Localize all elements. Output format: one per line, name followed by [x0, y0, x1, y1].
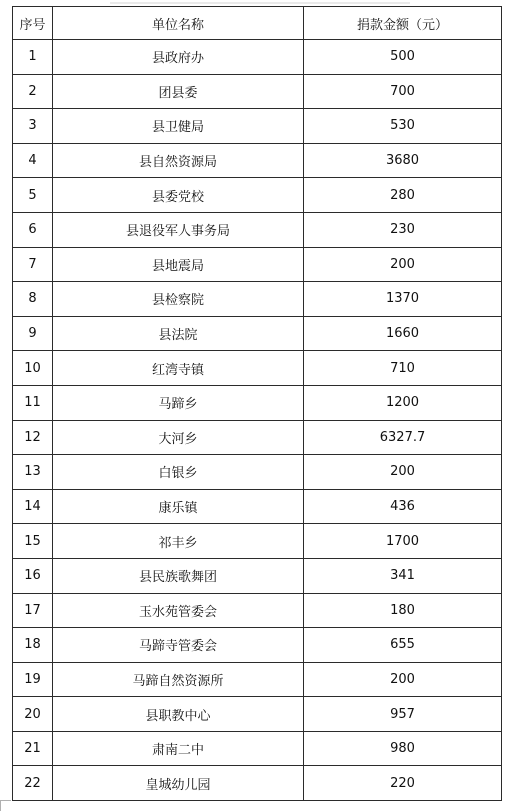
row-number: 4: [13, 143, 53, 178]
unit-name: 县地震局: [53, 247, 304, 282]
unit-name: 县民族歌舞团: [53, 558, 304, 593]
cropped-title-line: [110, 0, 410, 4]
donation-amount: 700: [304, 74, 502, 109]
page-corner-mark: [0, 800, 11, 811]
table-row: [13, 489, 502, 524]
donation-amount: 500: [304, 40, 502, 75]
donation-amount: 1700: [304, 524, 502, 559]
row-number: 11: [13, 385, 53, 420]
table-row: [13, 524, 502, 559]
row-number: 13: [13, 455, 53, 490]
donation-amount: 655: [304, 628, 502, 663]
unit-name: 马蹄乡: [53, 385, 304, 420]
table-row: [13, 212, 502, 247]
table-row: [13, 74, 502, 109]
table-row: [13, 420, 502, 455]
unit-name: 康乐镇: [53, 489, 304, 524]
donation-amount: 341: [304, 558, 502, 593]
table-row: [13, 697, 502, 732]
table-row: [13, 316, 502, 351]
donation-amount: 1660: [304, 316, 502, 351]
unit-name: 大河乡: [53, 420, 304, 455]
header-amount: 捐款金额（元）: [304, 7, 502, 40]
row-number: 7: [13, 247, 53, 282]
header-unit: 单位名称: [53, 7, 304, 40]
unit-name: 县卫健局: [53, 109, 304, 144]
donation-amount: 230: [304, 212, 502, 247]
row-number: 17: [13, 593, 53, 628]
unit-name: 皇城幼儿园: [53, 766, 304, 801]
table-row: [13, 178, 502, 213]
donation-amount: 220: [304, 766, 502, 801]
row-number: 6: [13, 212, 53, 247]
row-number: 22: [13, 766, 53, 801]
table-row: [13, 455, 502, 490]
donation-amount: 280: [304, 178, 502, 213]
unit-name: 县委党校: [53, 178, 304, 213]
row-number: 19: [13, 662, 53, 697]
unit-name: 马蹄寺管委会: [53, 628, 304, 663]
unit-name: 肃南二中: [53, 731, 304, 766]
table-row: [13, 628, 502, 663]
table-body: [13, 40, 502, 801]
donation-amount: 710: [304, 351, 502, 386]
unit-name: 红湾寺镇: [53, 351, 304, 386]
table-row: [13, 40, 502, 75]
table-row: [13, 247, 502, 282]
donation-amount: 957: [304, 697, 502, 732]
unit-name: 玉水苑管委会: [53, 593, 304, 628]
table-header: [13, 7, 502, 40]
row-number: 12: [13, 420, 53, 455]
row-number: 18: [13, 628, 53, 663]
table-row: [13, 385, 502, 420]
table-row: [13, 593, 502, 628]
row-number: 20: [13, 697, 53, 732]
table-row: [13, 282, 502, 317]
donation-table: [12, 6, 502, 801]
row-number: 8: [13, 282, 53, 317]
donation-amount: 200: [304, 662, 502, 697]
donation-amount: 3680: [304, 143, 502, 178]
table-row: [13, 662, 502, 697]
unit-name: 县退役军人事务局: [53, 212, 304, 247]
row-number: 10: [13, 351, 53, 386]
table-row: [13, 558, 502, 593]
unit-name: 白银乡: [53, 455, 304, 490]
donation-amount: 980: [304, 731, 502, 766]
donation-amount: 180: [304, 593, 502, 628]
row-number: 5: [13, 178, 53, 213]
donation-amount: 530: [304, 109, 502, 144]
row-number: 14: [13, 489, 53, 524]
row-number: 2: [13, 74, 53, 109]
table-row: [13, 766, 502, 801]
table-row: [13, 143, 502, 178]
row-number: 21: [13, 731, 53, 766]
donation-amount: 1370: [304, 282, 502, 317]
row-number: 3: [13, 109, 53, 144]
row-number: 16: [13, 558, 53, 593]
header-no: 序号: [13, 7, 53, 40]
table-row: [13, 351, 502, 386]
donation-amount: 1200: [304, 385, 502, 420]
table-row: [13, 109, 502, 144]
unit-name: 团县委: [53, 74, 304, 109]
unit-name: 县法院: [53, 316, 304, 351]
donation-amount: 200: [304, 455, 502, 490]
donation-amount: 436: [304, 489, 502, 524]
donation-amount: 200: [304, 247, 502, 282]
unit-name: 祁丰乡: [53, 524, 304, 559]
unit-name: 县政府办: [53, 40, 304, 75]
table-row: [13, 731, 502, 766]
unit-name: 县职教中心: [53, 697, 304, 732]
donation-amount: 6327.7: [304, 420, 502, 455]
row-number: 9: [13, 316, 53, 351]
unit-name: 马蹄自然资源所: [53, 662, 304, 697]
row-number: 15: [13, 524, 53, 559]
unit-name: 县自然资源局: [53, 143, 304, 178]
row-number: 1: [13, 40, 53, 75]
unit-name: 县检察院: [53, 282, 304, 317]
header-row: [13, 7, 502, 40]
